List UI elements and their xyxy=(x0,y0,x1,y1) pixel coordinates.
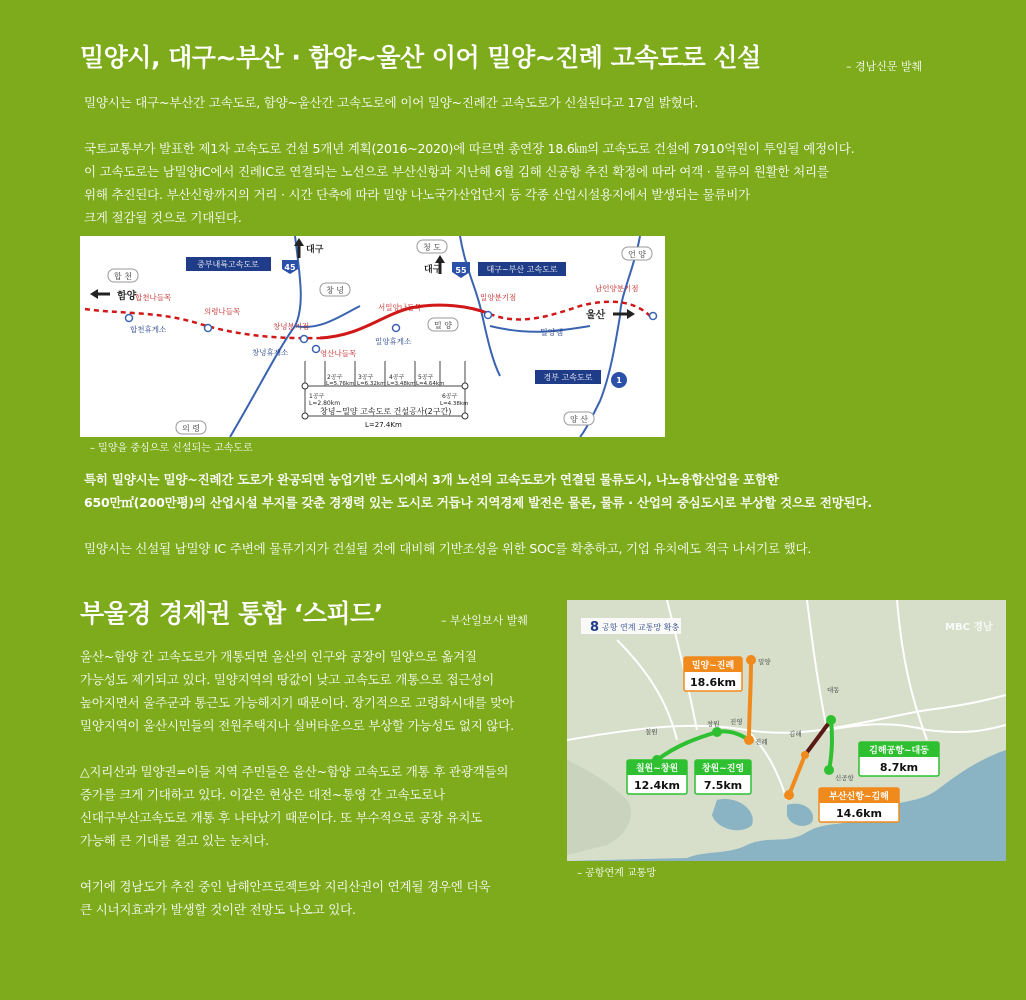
article1-source: – 경남신문 발췌 xyxy=(846,60,923,73)
body-line: 가능성도 제기되고 있다. 밀양지역의 땅값이 낮고 고속도로 개통으로 접근성이 xyxy=(80,672,494,687)
map-label-changnyeong: 창 녕 xyxy=(326,286,344,295)
map-label-hamyang: 함양 xyxy=(117,291,137,302)
map-sec1: 1공구 xyxy=(309,393,325,400)
box-chilwon-title: 칠원~창원 xyxy=(635,764,679,774)
map-label-route55: 55 xyxy=(455,266,467,275)
box-gimhae-title: 김해공항~대동 xyxy=(869,746,929,756)
map-label-daegu-busan-road: 대구~부산 고속도로 xyxy=(486,265,558,274)
map-label-route1: 1 xyxy=(616,376,622,385)
map2-label-daedong: 대동 xyxy=(827,686,840,694)
map-label-hapcheon-rest: 합천휴게소 xyxy=(130,325,167,334)
article1-last: 밀양시는 신설될 남밀양 IC 주변에 물류기지가 건설될 것에 대비해 기반조성을 위한 SOC를 확충하고, 기업 유치에도 적극 나서기로 했다. xyxy=(84,541,812,556)
map-construction: 창녕~밀양 고속도로 건설공사(2구간) xyxy=(320,407,452,416)
article2-source: – 부산일보사 발췌 xyxy=(441,614,528,627)
map-sec3: 3공구 xyxy=(358,374,374,381)
map-label-milyang-rest: 밀양휴게소 xyxy=(375,337,412,346)
article1-title: 밀양시, 대구~부산 · 함양~울산 이어 밀양~진례 고속도로 신설 xyxy=(80,43,761,72)
map2-label-chilwon: 칠원 xyxy=(645,728,658,736)
map2-label-milyang: 밀양 xyxy=(758,658,771,666)
map2-caption: – 공항연계 교통망 xyxy=(577,868,656,879)
box-milyang-dist: 18.6km xyxy=(690,676,736,689)
map-label-changnyeong-rest: 창녕휴게소 xyxy=(252,348,289,357)
body-line: △지리산과 밀양권=이들 지역 주민들은 울산~함양 고속도로 개통 후 관광객들의 xyxy=(80,764,509,779)
map-label-cheongdo: 청 도 xyxy=(423,243,441,252)
map2-label-new-airport: 신공항 xyxy=(835,774,854,782)
map-label-namulsan-jct: 남언양분기점 xyxy=(595,284,639,293)
map-label-hapcheon: 합 천 xyxy=(114,272,132,281)
para2-line: 국토교통부가 발표한 제1차 고속도로 건설 5개년 계획(2016~2020)에 따르면 총연장 18.6㎞의 고속도로 건설에 7910억원이 투입될 예정이다. xyxy=(84,141,855,156)
box-chilwon-dist: 12.4km xyxy=(634,779,680,792)
box-milyang-title: 밀양~진례 xyxy=(691,661,735,671)
map2-label-jinyeong: 진영 xyxy=(730,718,743,726)
article1-bold-para xyxy=(84,468,872,514)
highway-map-svg xyxy=(80,236,665,437)
map-sec2-len: L=5.76km xyxy=(326,381,355,387)
map2-broadcaster: MBC 경남 xyxy=(945,622,993,633)
map-sec2: 2공구 xyxy=(327,374,343,381)
map-total-len: L=27.4Km xyxy=(365,421,402,429)
body-line: 큰 시너지효과가 발생할 것이란 전망도 나오고 있다. xyxy=(80,902,356,917)
paragraph-gap xyxy=(80,852,514,875)
map-sec6-len: L=4.38km xyxy=(440,401,469,407)
para2-line: 위해 추진된다. 부산신항까지의 거리 · 시간 단축에 따라 밀양 나노국가산업단지 등 각종 산업시설용지에서 발생되는 물류비가 xyxy=(84,187,751,202)
map-label-route45: 45 xyxy=(284,263,296,272)
map-sec5: 5공구 xyxy=(418,374,434,381)
map2-label-jinrye: 진례 xyxy=(755,738,768,746)
para2-line: 이 고속도로는 남밀양IC에서 진례IC로 연결되는 노선으로 부산신항과 지난해 6월 김해 신공항 추진 확정에 따라 여객 · 물류의 원활한 처리를 xyxy=(84,164,829,179)
map-sec3-len: L=6.32km xyxy=(357,381,386,387)
map-label-jungbu-road: 중부내륙고속도로 xyxy=(197,260,259,269)
body-line: 가능해 큰 기대를 걸고 있는 눈치다. xyxy=(80,833,269,848)
map-label-milyang: 밀 양 xyxy=(434,321,452,330)
map-label-ulsan: 울산 xyxy=(586,310,606,321)
map-label-gyeongbu: 경부 고속도로 xyxy=(543,373,593,382)
map-sec6: 6공구 xyxy=(442,393,458,400)
para2-line: 크게 절감될 것으로 기대된다. xyxy=(84,210,242,225)
map-label-yangsan: 양 산 xyxy=(570,415,588,424)
box-changwon-title: 창원~진영 xyxy=(701,764,745,774)
map-sec4-len: L=3.48km xyxy=(387,381,416,387)
body-line: 신대구부산고속도로 개통 후 나타났기 때문이다. 또 부수적으로 공장 유치도 xyxy=(80,810,483,825)
map-label-daegu1: 대구 xyxy=(306,245,324,255)
map-label-milyang-jct: 밀양분기점 xyxy=(480,293,517,302)
map-sec5-len: L=4.64km xyxy=(416,381,445,387)
body-line: 밀양지역이 울산시민들의 전원주택지나 실버타운으로 부상할 가능성도 없지 않다. xyxy=(80,718,514,733)
map-label-uiryeong-ic: 의령나들목 xyxy=(204,307,241,316)
map-sec1-len: L=2.80km xyxy=(309,400,341,407)
map-label-daegu2: 대구 xyxy=(424,265,442,275)
box-changwon-dist: 7.5km xyxy=(703,779,743,792)
map-label-uiryeong: 의 령 xyxy=(182,424,200,433)
map-label-seomilyang-ic: 서밀양나들목 xyxy=(378,303,422,312)
body-line: 높아지면서 울주군과 통근도 가능해지기 때문이다. 장기적으로 고령화시대를 맞아 xyxy=(80,695,514,710)
body-line: 여기에 경남도가 추진 중인 남해안프로젝트와 지리산권이 연계될 경우엔 더욱 xyxy=(80,879,491,894)
bold-line: 특히 밀양시는 밀양~진례간 도로가 완공되면 농업기반 도시에서 3개 노선의 고속도로가 연결된 물류도시, 나노융합산업을 포함한 xyxy=(84,472,779,487)
map-label-hapcheon-ic: 합천나들목 xyxy=(135,293,172,302)
map-sec4: 4공구 xyxy=(389,374,405,381)
article1-lead: 밀양시는 대구~부산간 고속도로, 함양~울산간 고속도로에 이어 밀양~진례간 고속도로가 신설된다고 17일 밝혔다. xyxy=(84,95,699,110)
map-label-eonyang: 언 양 xyxy=(628,250,646,259)
airport-transport-map xyxy=(567,600,1006,861)
map-label-yeongsan-ic: 영산나들목 xyxy=(320,349,357,358)
map-label-changnyeong-jct: 창녕분기점 xyxy=(273,322,310,331)
highway-route-map xyxy=(80,236,665,437)
body-line: 울산~함양 간 고속도로가 개통되면 울산의 인구와 공장이 밀양으로 옮겨질 xyxy=(80,649,477,664)
article2-title: 부울경 경제권 통합 ‘스피드’ xyxy=(80,599,383,628)
airport-map-svg xyxy=(567,600,1006,861)
map-label-milyang-dam: 밀양댐 xyxy=(540,328,564,337)
bold-line: 650만㎡(200만평)의 산업시설 부지를 갖춘 경쟁력 있는 도시로 거듭나 지역경제 발전은 물론, 물류 · 산업의 중심도시로 부상할 것으로 전망된다. xyxy=(84,495,872,510)
article1-para2 xyxy=(84,137,854,229)
map2-label-changwon: 창원 xyxy=(707,720,720,728)
map1-caption: – 밀양을 중심으로 신설되는 고속도로 xyxy=(90,443,253,454)
box-busan-dist: 14.6km xyxy=(836,807,882,820)
paragraph-gap xyxy=(80,737,514,760)
article2-body xyxy=(80,645,514,921)
map2-label-gimhae: 김해 xyxy=(789,730,802,738)
box-gimhae-dist: 8.7km xyxy=(879,761,919,774)
map2-header-num: 8 xyxy=(590,620,600,635)
map2-header-text: 공항 연계 교통망 확충 xyxy=(602,623,680,632)
box-busan-title: 부산신항~김해 xyxy=(829,792,889,802)
body-line: 증가를 크게 기대하고 있다. 이같은 현상은 대전~통영 간 고속도로나 xyxy=(80,787,445,802)
